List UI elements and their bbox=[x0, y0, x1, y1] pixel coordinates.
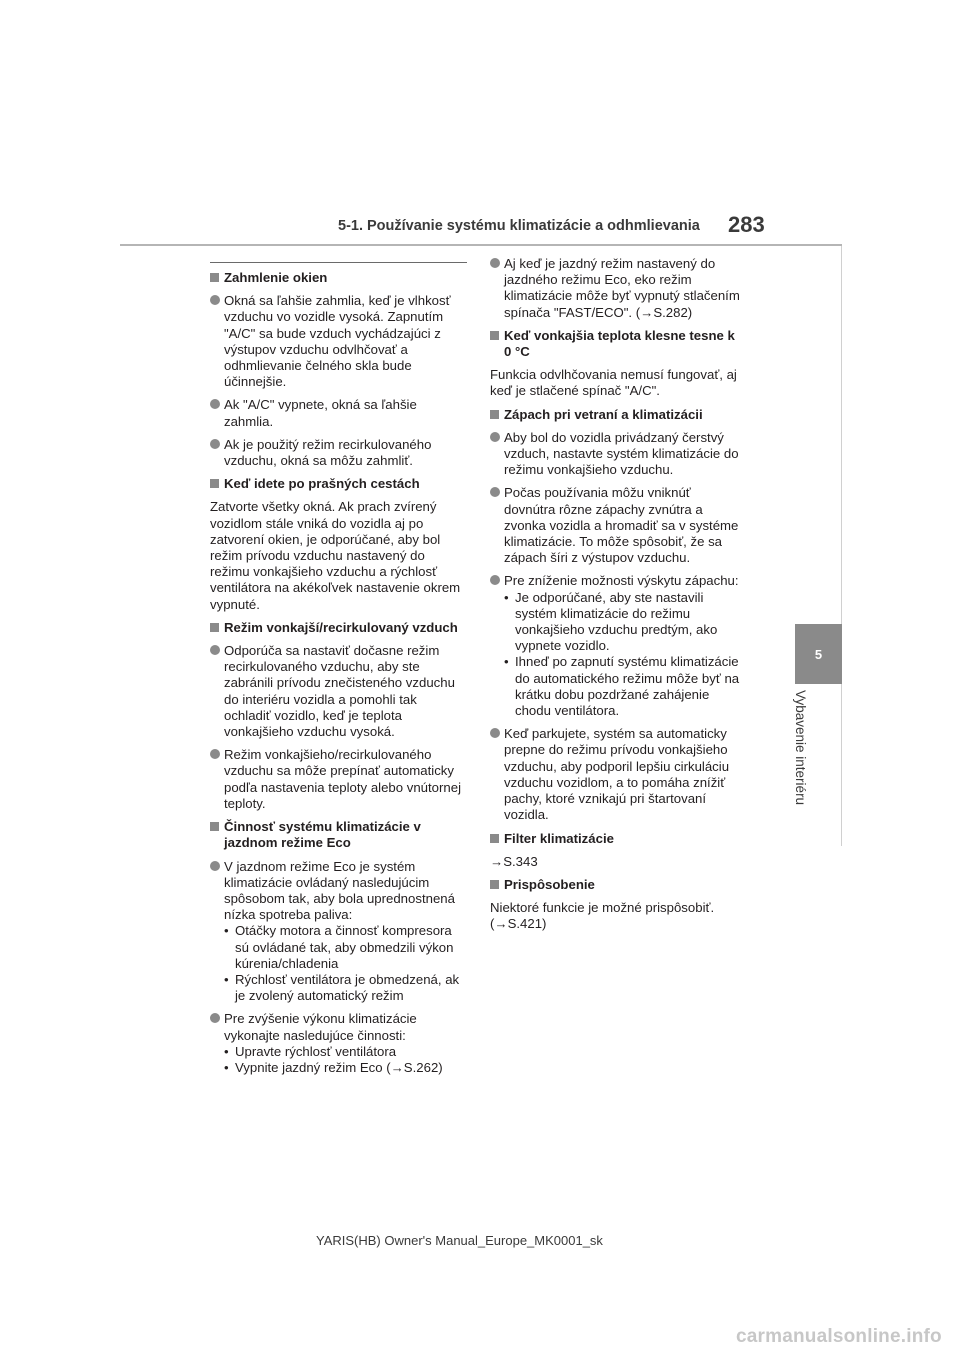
bullet-item bbox=[490, 573, 744, 719]
header-divider bbox=[120, 244, 842, 246]
side-divider bbox=[841, 246, 842, 846]
heading-ac-filter: Filter klimatizácie bbox=[490, 831, 744, 847]
sub-item: • Rýchlosť ventilátora je obmedzená, ak je zvolený automatický režim bbox=[224, 972, 464, 1004]
bullet-item: Aby bol do vozidla privádzaný čerstvý vzduch, nastavte systém klimatizácie do režimu vonkajšieho vzduchu. bbox=[490, 430, 744, 479]
bullet-text: Pre zníženie možnosti výskytu zápachu: bbox=[504, 573, 739, 589]
chapter-tab[interactable] bbox=[795, 624, 842, 684]
paragraph: Zatvorte všetky okná. Ak prach zvírený vozidlom stále vniká do vozidla aj po zatvorení okien, je odporúčané, aby bol režim prívodu vzduchu nastavený do režimu vonkajšieho vzduchu a rýchlosť ventilátora na akékoľvek nastavenie okrem vypnuté. bbox=[210, 499, 461, 612]
footer-manual-id: YARIS(HB) Owner's Manual_Europe_MK0001_sk bbox=[316, 1233, 603, 1248]
bullet-text: Pre zvýšenie výkonu klimatizácie vykonajte nasledujúce činnosti: bbox=[224, 1011, 417, 1043]
watermark: carmanualsonline.info bbox=[736, 1326, 942, 1347]
heading-air-mode: Režim vonkajší/recirkulovaný vzduch bbox=[210, 620, 464, 636]
bullet-item: Keď parkujete, systém sa automaticky prepne do režimu prívodu vonkajšieho vzduchu, aby podporil lepšiu cirkuláciu vzduchu vozidlom, a to pomáha znížiť pachy, ktoré vznikajú pri štartovaní vozidla. bbox=[490, 726, 744, 823]
heading-fogging: Zahmlenie okien bbox=[210, 270, 464, 286]
bullet-item: Okná sa ľahšie zahmlia, keď je vlhkosť vzduchu vo vozidle vysoká. Zapnutím "A/C" sa bude vzduch vychádzajúci z výstupov vzduchu odvlhčovať a odhmlievanie čelného skla bude účinnejšie. bbox=[210, 293, 464, 390]
heading-odor: Zápach pri vetraní a klimatizácii bbox=[490, 407, 744, 423]
column-rule bbox=[210, 262, 467, 263]
heading-dusty-roads: Keď idete po prašných cestách bbox=[210, 476, 464, 492]
heading-customization: Prispôsobenie bbox=[490, 877, 744, 893]
heading-low-temperature: Keď vonkajšia teplota klesne tesne k 0 °C bbox=[490, 328, 744, 360]
section-title: 5-1. Používanie systému klimatizácie a odhmlievania bbox=[338, 218, 700, 234]
chapter-label: Vybavenie interiéru bbox=[793, 690, 808, 806]
page-reference-link[interactable]: →S.343 bbox=[490, 853, 538, 869]
bullet-text: V jazdnom režime Eco je systém klimatizácie ovládaný nasledujúcim spôsobom tak, aby bola uprednostnená nízka spotreba paliva: bbox=[224, 858, 455, 923]
left-column bbox=[210, 262, 464, 1083]
right-column bbox=[490, 256, 744, 940]
sub-item: • Otáčky motora a činnosť kompresora sú ovládané tak, aby obmedzili výkon kúrenia/chladenia bbox=[224, 923, 464, 972]
bullet-item: Režim vonkajšieho/recirkulovaného vzduchu sa môže prepínať automaticky podľa nastavenia teploty alebo vnútornej teploty. bbox=[210, 747, 464, 812]
bullet-item: Ak "A/C" vypnete, okná sa ľahšie zahmlia. bbox=[210, 397, 464, 429]
bullet-item: Ak je použitý režim recirkulovaného vzduchu, okná sa môžu zahmliť. bbox=[210, 437, 464, 469]
sub-item: • Upravte rýchlosť ventilátora bbox=[224, 1044, 464, 1060]
bullet-item bbox=[210, 859, 464, 1005]
paragraph: Funkcia odvlhčovania nemusí fungovať, aj keď je stlačené spínač "A/C". bbox=[490, 367, 737, 399]
chapter-number: 5 bbox=[814, 646, 823, 662]
page-number: 283 bbox=[728, 212, 765, 237]
bullet-item[interactable]: Aj keď je jazdný režim nastavený do jazdného režimu Eco, eko režim klimatizácie môže byť vypnutý stlačením spínača "FAST/ECO". (→S.282) bbox=[490, 256, 744, 321]
heading-eco-mode: Činnosť systému klimatizácie v jazdnom režime Eco bbox=[210, 819, 464, 851]
sub-item: • Ihneď po zapnutí systému klimatizácie do automatického režimu môže byť na krátku dobu pozdržané zahájenie chodu ventilátora. bbox=[504, 654, 744, 719]
bullet-item bbox=[210, 1011, 464, 1076]
paragraph[interactable]: Niektoré funkcie je možné prispôsobiť. (→S.421) bbox=[490, 900, 715, 932]
bullet-item: Počas používania môžu vniknúť dovnútra rôzne zápachy zvnútra a zvonka vozidla a hromadiť sa v systéme klimatizácie. To môže spôsobiť, že sa zápach šíri z výstupov vzduchu. bbox=[490, 485, 744, 566]
sub-item[interactable]: • Vypnite jazdný režim Eco (→S.262) bbox=[224, 1060, 464, 1076]
sub-item: • Je odporúčané, aby ste nastavili systém klimatizácie do režimu vonkajšieho vzduchu predtým, ako vypnete vozidlo. bbox=[504, 590, 744, 655]
bullet-item: Odporúča sa nastaviť dočasne režim recirkulovaného vzduchu, aby ste zabránili prívodu znečisteného vzduchu do interiéru vozidla a pomohli tak ochladiť vozidlo, keď je teplota vonkajšieho vzduchu vysoká. bbox=[210, 643, 464, 740]
